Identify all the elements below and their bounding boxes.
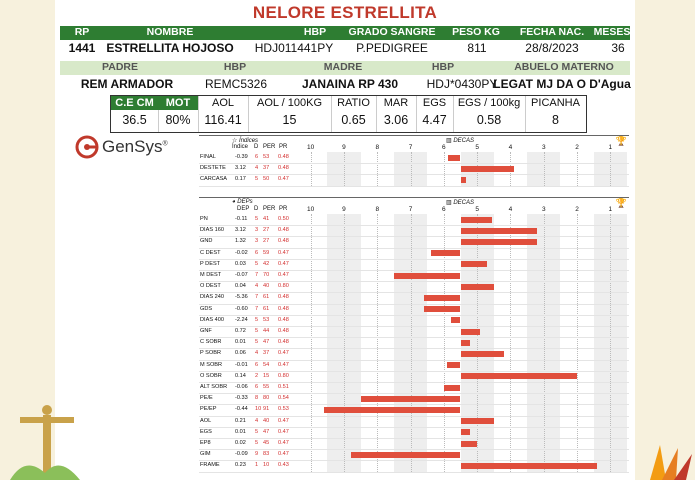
indices-col-d: D xyxy=(254,144,259,150)
indices-chart xyxy=(199,135,629,188)
deps-row-accuracy: 0.47 xyxy=(278,428,289,435)
deps-bar xyxy=(461,351,504,357)
deps-col-d: D xyxy=(254,206,259,212)
deps-row-label: M SOBR xyxy=(200,361,223,368)
deps-bar xyxy=(324,407,461,413)
indices-tick-label: 10 xyxy=(307,144,315,151)
deps-row-decile: 7 xyxy=(255,294,259,301)
animal-name: ESTRELLITA HOJOSO xyxy=(106,41,234,55)
deps-row-decile: 5 xyxy=(255,216,259,222)
indices-tick-label: 4 xyxy=(508,144,513,151)
deps-row-decile: 2 xyxy=(255,372,259,379)
deps-row-label: P SOBR xyxy=(200,350,222,357)
stats-table xyxy=(110,95,587,133)
indices-row-accuracy: 0.47 xyxy=(278,176,289,183)
tropical-flower-illustration xyxy=(640,440,695,480)
page-title: NELORE ESTRELLITA xyxy=(252,3,438,22)
deps-row-decile: 7 xyxy=(255,272,259,278)
deps-row-percentile: 59 xyxy=(263,249,270,256)
deps-bar xyxy=(447,362,460,368)
deps-row-decile: 3 xyxy=(255,227,259,234)
deps-row-label: DIAS 400 xyxy=(200,316,224,323)
deps-row-accuracy: 0.48 xyxy=(278,238,289,245)
deps-row-value: 0.04 xyxy=(235,283,246,290)
stat-mot: MOT 80% xyxy=(158,96,199,132)
indices-tick-label: 1 xyxy=(608,144,613,151)
deps-row-decile: 5 xyxy=(255,339,259,346)
deps-row-value: -0.01 xyxy=(235,361,248,368)
deps-row-value: -5.36 xyxy=(235,294,248,301)
deps-bar xyxy=(444,385,461,391)
gensys-logo-text: GenSys® xyxy=(102,137,168,156)
deps-row-value: 0.21 xyxy=(235,417,246,424)
deps-row-percentile: 55 xyxy=(263,384,270,390)
deps-bar xyxy=(351,452,461,458)
deps-row-percentile: 41 xyxy=(263,216,270,222)
deps-row-percentile: 10 xyxy=(263,462,270,469)
deps-row-label: GNF xyxy=(200,328,212,334)
deps-row-accuracy: 0.48 xyxy=(278,294,289,301)
indices-row-value: 3.12 xyxy=(235,165,246,172)
trophy-icon: 🏆 xyxy=(615,136,627,146)
deps-row-decile: 1 xyxy=(255,462,259,469)
deps-row-label: GDS xyxy=(200,305,213,312)
deps-tick-label: 7 xyxy=(408,206,413,213)
deps-row-accuracy: 0.47 xyxy=(278,249,289,256)
deps-row-percentile: 37 xyxy=(263,350,270,357)
deps-row-accuracy: 0.80 xyxy=(278,372,289,379)
deps-bar xyxy=(424,306,461,312)
deps-row-accuracy: 0.54 xyxy=(278,395,289,402)
deps-row-percentile: 91 xyxy=(263,406,270,413)
deps-row-label: C DEST xyxy=(200,249,221,256)
deps-bar xyxy=(461,429,471,435)
deps-col-dep: DEP xyxy=(237,206,250,212)
deps-row-value: 0.23 xyxy=(235,462,246,469)
deps-row-value: -0.33 xyxy=(235,395,248,402)
deps-row-label: C SOBR xyxy=(200,339,222,346)
indices-row-label: FINAL xyxy=(200,154,216,160)
deps-chart xyxy=(199,197,629,468)
gensys-logo-icon xyxy=(75,135,99,159)
header-rp: RP xyxy=(74,26,90,38)
padre-name: REM ARMADOR xyxy=(80,77,174,91)
deps-bar xyxy=(461,373,578,379)
indices-tick-label: 9 xyxy=(342,144,346,151)
deps-row-accuracy: 0.47 xyxy=(278,451,289,458)
deps-row-label: PE/EP xyxy=(200,406,217,413)
deps-row-percentile: 27 xyxy=(263,227,270,234)
gensys-logo xyxy=(75,135,175,161)
indices-tick-label: 7 xyxy=(408,144,413,151)
deps-col-per: PER xyxy=(263,206,276,212)
deps-row-percentile: 61 xyxy=(263,305,270,312)
deps-row-percentile: 47 xyxy=(263,339,270,346)
deps-row-value: 0.01 xyxy=(235,428,246,435)
indices-col-indice: Índice xyxy=(232,144,249,150)
deps-row-accuracy: 0.47 xyxy=(278,417,289,424)
header-meses: MESES xyxy=(593,26,631,38)
animal-fecha: 28/8/2023 xyxy=(525,41,579,55)
deps-row-label: GND xyxy=(200,238,213,245)
deps-row-accuracy: 0.43 xyxy=(278,462,289,469)
indices-row-percentile: 50 xyxy=(263,176,270,183)
deps-row-decile: 10 xyxy=(255,406,262,413)
indices-bar xyxy=(448,155,461,161)
deps-row-accuracy: 0.48 xyxy=(278,305,289,312)
deps-row-label: ALT SOBR xyxy=(200,384,228,390)
stat-egs-100kg: EGS / 100kg 0.58 xyxy=(453,96,526,132)
madre-name: JANAINA RP 430 xyxy=(301,77,399,91)
deps-row-value: -0.09 xyxy=(235,451,248,458)
deps-row-label: DIAS 160 xyxy=(200,227,224,234)
parents-header-bar xyxy=(60,61,630,75)
deps-row-decile: 9 xyxy=(255,451,259,458)
deps-tick-label: 10 xyxy=(307,206,315,213)
animal-hbp: HDJ011441PY xyxy=(254,41,334,55)
indices-tick-label: 5 xyxy=(475,144,479,151)
indices-row-value: 0.17 xyxy=(235,176,246,183)
header-padre-hbp: HBP xyxy=(223,61,247,73)
deps-row-value: -0.60 xyxy=(235,305,248,312)
deps-row-decile: 6 xyxy=(255,384,259,390)
deps-tick-label: 6 xyxy=(442,206,446,213)
deps-row-label: GIM xyxy=(200,451,211,458)
deps-row-percentile: 54 xyxy=(263,361,270,368)
trophy-icon: 🏆 xyxy=(615,198,627,208)
deps-row-decile: 4 xyxy=(255,350,259,357)
deps-row-decile: 6 xyxy=(255,249,259,256)
deps-row-percentile: 70 xyxy=(263,272,270,278)
deps-col-pr: PR xyxy=(279,206,288,212)
deps-row-value: -0.07 xyxy=(235,272,248,278)
deps-tick-label: 3 xyxy=(541,206,546,213)
deps-row-value: -0.11 xyxy=(235,216,248,222)
deps-bar xyxy=(461,418,494,424)
deps-bar xyxy=(461,284,494,290)
header-padre: PADRE xyxy=(102,61,138,73)
deps-row-label: PN xyxy=(200,216,208,222)
header-madre-hbp: HBP xyxy=(431,61,455,73)
indices-title: ☆ Índices xyxy=(232,138,259,144)
deps-row-value: 0.14 xyxy=(235,372,246,379)
deps-row-decile: 5 xyxy=(255,440,259,446)
christ-statue-illustration xyxy=(10,395,80,480)
deps-row-percentile: 47 xyxy=(263,428,270,435)
indices-tick-label: 8 xyxy=(375,144,380,151)
deps-row-label: P DEST xyxy=(200,260,221,267)
deps-row-accuracy: 0.80 xyxy=(278,283,289,290)
deps-decas-label: ▥ DECAS xyxy=(446,200,475,206)
deps-row-decile: 8 xyxy=(255,395,259,402)
deps-bar xyxy=(431,250,461,256)
deps-row-decile: 5 xyxy=(255,316,259,323)
indices-row-value: -0.39 xyxy=(235,154,248,160)
deps-tick-label: 9 xyxy=(342,206,346,213)
deps-bar xyxy=(424,295,461,301)
deps-row-decile: 4 xyxy=(255,417,259,424)
deps-row-decile: 5 xyxy=(255,260,259,267)
deps-bar xyxy=(451,317,461,323)
deps-row-accuracy: 0.47 xyxy=(278,361,289,368)
deps-bar xyxy=(394,273,461,279)
deps-row-decile: 7 xyxy=(255,305,259,312)
indices-tick-label: 2 xyxy=(575,144,579,151)
deps-row-value: 1.32 xyxy=(235,238,246,245)
animal-meses: 36 xyxy=(611,41,625,55)
deps-bar xyxy=(461,463,598,469)
deps-row-percentile: 45 xyxy=(263,440,270,446)
header-madre: MADRE xyxy=(323,61,363,73)
animal-row xyxy=(60,40,630,56)
stat-ce: C.E CM 36.5 xyxy=(111,96,159,132)
deps-row-value: 0.72 xyxy=(235,328,246,334)
deps-row-accuracy: 0.48 xyxy=(278,227,289,234)
indices-row-decile: 6 xyxy=(255,154,259,160)
deps-tick-label: 2 xyxy=(575,206,579,213)
deps-row-value: 0.02 xyxy=(235,440,246,446)
deps-row-percentile: 44 xyxy=(263,328,270,334)
deps-row-accuracy: 0.47 xyxy=(278,350,289,357)
deps-row-decile: 5 xyxy=(255,328,259,334)
deps-row-percentile: 15 xyxy=(263,372,270,379)
deps-row-percentile: 80 xyxy=(263,395,270,402)
deps-row xyxy=(199,460,629,472)
deps-bar xyxy=(461,239,538,245)
deps-row-label: PE/E xyxy=(200,395,213,402)
deps-row-value: 3.12 xyxy=(235,227,246,234)
deps-row-value: -0.44 xyxy=(235,406,248,413)
deps-row-decile: 6 xyxy=(255,361,259,368)
indices-decas-label: ▥ DECAS xyxy=(446,138,475,144)
indices-row-accuracy: 0.48 xyxy=(278,154,289,160)
deps-row-accuracy: 0.51 xyxy=(278,384,289,390)
deps-row-percentile: 83 xyxy=(263,451,270,458)
indices-tick-label: 3 xyxy=(541,144,546,151)
deps-row-label: O SOBR xyxy=(200,372,222,379)
deps-tick-label: 1 xyxy=(608,206,613,213)
indices-tick-label: 6 xyxy=(442,144,446,151)
animal-header-bar xyxy=(60,26,630,40)
deps-tick-label: 5 xyxy=(475,206,479,213)
deps-row-percentile: 27 xyxy=(263,238,270,245)
header-hbp: HBP xyxy=(303,26,327,38)
deps-row-accuracy: 0.47 xyxy=(278,260,289,267)
indices-bar xyxy=(461,177,467,183)
indices-row-label: DESTETE xyxy=(200,165,226,172)
deps-row-decile: 3 xyxy=(255,238,259,245)
deps-row-accuracy: 0.48 xyxy=(278,339,289,346)
deps-row-accuracy: 0.47 xyxy=(278,272,289,278)
indices-row-percentile: 37 xyxy=(263,165,270,172)
stat-aol: AOL 116.41 xyxy=(198,96,249,132)
deps-row-accuracy: 0.53 xyxy=(278,406,289,413)
deps-row-label: M DEST xyxy=(200,272,222,278)
deps-row-value: -0.06 xyxy=(235,384,248,390)
deps-row-percentile: 40 xyxy=(263,283,270,290)
deps-row-decile: 5 xyxy=(255,428,259,435)
deps-row-label: FRAME xyxy=(200,462,220,469)
deps-row-accuracy: 0.50 xyxy=(278,216,289,222)
deps-row-label: EGS xyxy=(200,428,212,435)
indices-col-per: PER xyxy=(263,144,276,150)
indices-row-percentile: 53 xyxy=(263,154,270,160)
deps-row-value: -2.24 xyxy=(235,316,248,323)
deps-row-accuracy: 0.48 xyxy=(278,328,289,334)
deps-title: ◕ DEPs xyxy=(232,199,253,205)
deps-bar xyxy=(461,441,478,447)
deps-tick-label: 4 xyxy=(508,206,513,213)
indices-row-decile: 4 xyxy=(255,165,259,172)
stat-mar: MAR 3.06 xyxy=(376,96,417,132)
deps-row-value: 0.01 xyxy=(235,339,246,346)
madre-hbp: HDJ*0430PY xyxy=(426,77,498,91)
deps-bar xyxy=(461,329,481,335)
deps-row-label: AOL xyxy=(200,417,212,424)
header-nombre: NOMBRE xyxy=(146,26,194,38)
animal-grado: P.PEDIGREE xyxy=(356,41,428,55)
deps-row-label: EP8 xyxy=(200,440,211,446)
deps-bar xyxy=(461,217,493,223)
stat-picanha: PICANHA 8 xyxy=(531,97,580,127)
deps-bar xyxy=(361,396,461,402)
indices-col-pr: PR xyxy=(279,144,288,150)
deps-row-value: -0.02 xyxy=(235,249,248,256)
indices-row xyxy=(199,174,629,186)
deps-row-percentile: 61 xyxy=(263,294,270,301)
deps-row-percentile: 53 xyxy=(263,316,270,323)
parents-row xyxy=(60,76,630,92)
header-abuelo: ABUELO MATERNO xyxy=(514,61,614,73)
deps-bar xyxy=(461,228,538,234)
deps-row-percentile: 40 xyxy=(263,417,270,424)
deps-row-value: 0.06 xyxy=(235,350,246,357)
deps-row-accuracy: 0.48 xyxy=(278,316,289,323)
padre-hbp: REMC5326 xyxy=(204,77,268,91)
deps-row-accuracy: 0.47 xyxy=(278,440,289,446)
deps-row-value: 0.03 xyxy=(235,260,246,267)
stat-aol-100kg: AOL / 100KG 15 xyxy=(248,96,332,132)
indices-bar xyxy=(461,166,515,172)
indices-row-decile: 5 xyxy=(255,176,259,183)
deps-bar xyxy=(461,261,488,267)
deps-row-decile: 4 xyxy=(255,283,259,290)
deps-tick-label: 8 xyxy=(375,206,380,213)
animal-peso: 811 xyxy=(467,41,487,55)
abuelo-materno: LEGAT MJ DA O D'Agua xyxy=(493,77,631,91)
indices-row-accuracy: 0.48 xyxy=(278,165,289,172)
header-fecha: FECHA NAC. xyxy=(519,26,585,38)
stat-ratio: RATIO 0.65 xyxy=(331,96,377,132)
deps-row-percentile: 42 xyxy=(263,260,270,267)
deps-bar xyxy=(461,340,471,346)
header-grado-sangre: GRADO SANGRE xyxy=(348,26,436,38)
animal-rp: 1441 xyxy=(68,41,96,55)
indices-row-label: CARCASA xyxy=(200,176,228,183)
header-peso: PESO KG xyxy=(452,26,500,38)
stat-egs: EGS 4.47 xyxy=(416,96,454,132)
deps-row-label: O DEST xyxy=(200,283,221,290)
deps-row-label: DIAS 240 xyxy=(200,294,224,301)
